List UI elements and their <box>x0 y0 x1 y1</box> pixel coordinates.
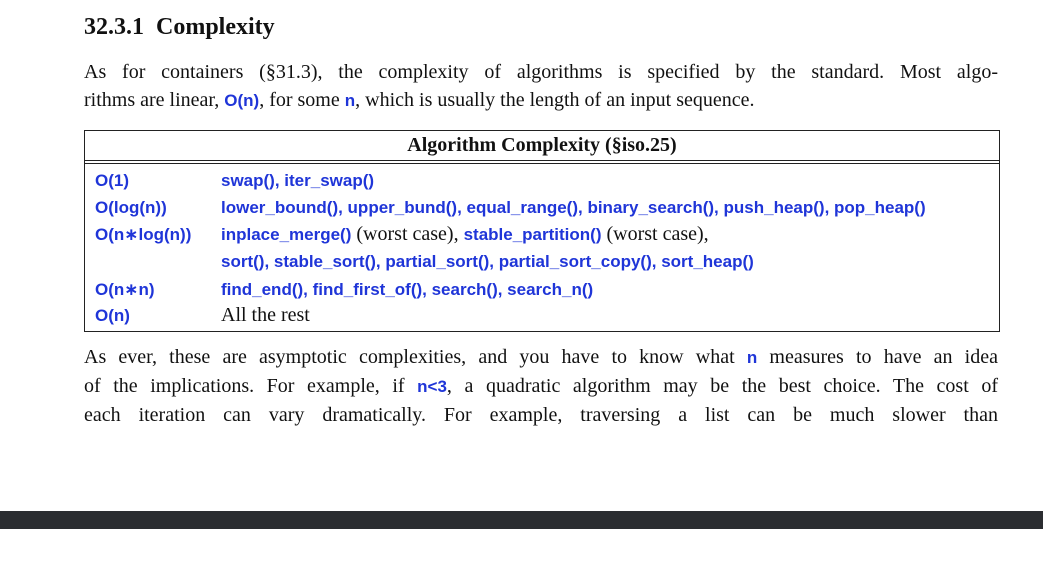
complexity-cell: O(log(n)) <box>95 198 167 217</box>
intro-text: As for containers (§31.3), the complexity of algorithms is specified by the standard. Most algo- <box>84 61 998 83</box>
body-text: each iteration can vary dramatically. For example, traversing a list can be much slower than <box>84 404 998 426</box>
code-term: stable_partition() <box>463 225 602 244</box>
intro-text: rithms are linear, <box>84 89 225 111</box>
intro-line-1 <box>84 58 998 86</box>
algorithms-cell: find_end(), find_first_of(), search(), search_n() <box>221 280 594 299</box>
complexity-cell: O(n) <box>95 306 130 325</box>
code-term: n <box>344 91 356 110</box>
body-text: As ever, these are asymptotic complexities, and you have to know what <box>84 346 747 368</box>
table-row <box>85 221 999 248</box>
after-line-3 <box>84 401 998 429</box>
body-text: , a quadratic algorithm may be the best choice. The cost of <box>446 375 998 397</box>
section-title: Complexity <box>156 14 275 40</box>
code-term: inplace_merge() <box>221 225 352 244</box>
code-term: O(n) <box>224 91 260 110</box>
code-term: n<3 <box>417 377 447 396</box>
after-paragraph <box>84 343 998 429</box>
algorithms-cell: All the rest <box>221 304 310 326</box>
table-title: Algorithm Complexity (§iso.25) <box>85 131 999 161</box>
complexity-cell: O(1) <box>95 171 129 190</box>
note-text: (worst case), <box>351 223 464 245</box>
intro-line-2 <box>84 86 998 115</box>
after-line-1 <box>84 343 998 372</box>
after-line-2 <box>84 372 998 401</box>
complexity-cell: O(n∗n) <box>95 280 155 299</box>
intro-text: , for some <box>259 89 345 111</box>
algorithms-cell: sort(), stable_sort(), partial_sort(), partial_sort_copy(), sort_heap() <box>221 252 754 271</box>
bottom-toolbar-bar <box>0 511 1043 529</box>
table-row-continuation <box>85 248 999 275</box>
body-text: of the implications. For example, if <box>84 375 418 397</box>
table-body <box>85 164 999 329</box>
section-heading <box>84 14 275 41</box>
complexity-cell-empty <box>85 248 221 275</box>
intro-text: , which is usually the length of an input sequence. <box>355 89 755 111</box>
body-text: measures to have an idea <box>757 346 998 368</box>
section-number: 32.3.1 <box>84 14 144 40</box>
algorithms-cell: swap(), iter_swap() <box>221 171 375 190</box>
algorithms-cell <box>221 221 999 248</box>
table-row <box>85 167 999 194</box>
table-row <box>85 275 999 302</box>
complexity-table <box>84 130 1000 332</box>
algorithms-cell: lower_bound(), upper_bund(), equal_range(), binary_search(), push_heap(), pop_heap() <box>221 198 926 217</box>
intro-paragraph <box>84 58 998 115</box>
code-term: n <box>746 348 758 367</box>
table-row <box>85 194 999 221</box>
table-row <box>85 302 999 329</box>
note-text: (worst case), <box>601 223 709 245</box>
complexity-cell: O(n∗log(n)) <box>95 225 192 244</box>
